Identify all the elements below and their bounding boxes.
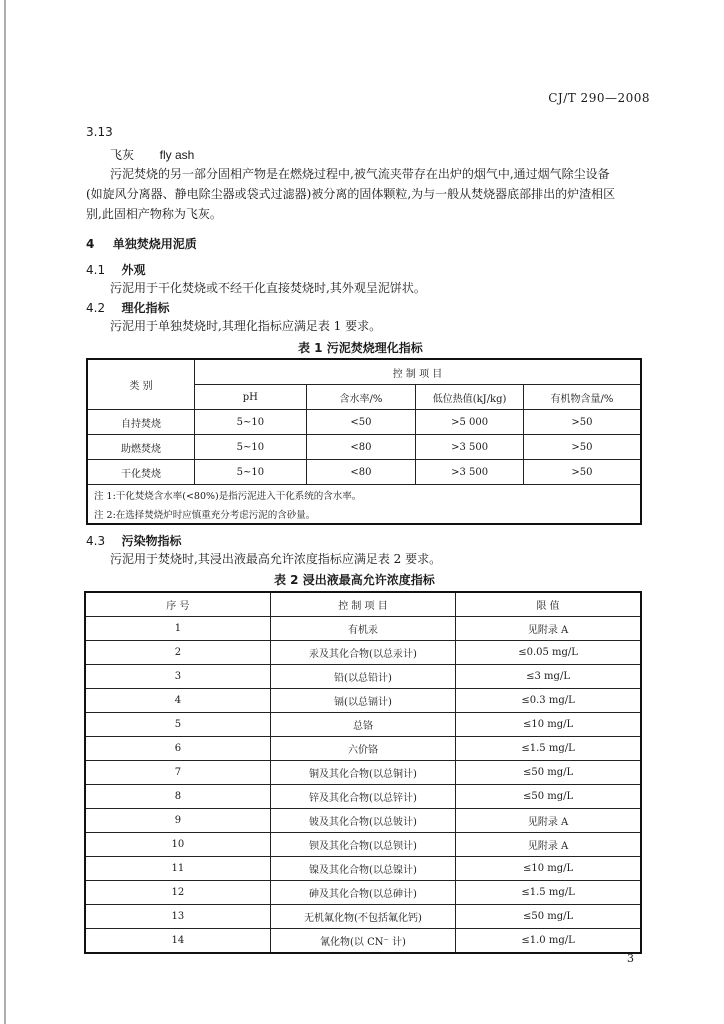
table1-cell: <80	[306, 460, 416, 485]
table2-cell: ≤1.5 mg/L	[456, 881, 641, 905]
table-row	[85, 617, 641, 641]
table2-cell: 砷及其化合物(以总砷计)	[270, 881, 455, 905]
section-title-4-3: 污染物指标	[121, 534, 182, 548]
term-chinese: 飞灰	[110, 148, 135, 162]
table1-physicochemical-indicators	[86, 358, 642, 525]
table2-col-header: 控 制 项 目	[270, 592, 455, 617]
table1-cell: <50	[306, 410, 416, 435]
table2-cell: 氰化物(以 CN⁻ 计)	[270, 929, 455, 954]
section-number-4-2: 4.2	[86, 301, 106, 315]
table1-cell: >3 500	[416, 435, 524, 460]
section-title-4: 单独焚烧用泥质	[112, 237, 197, 251]
table-row	[85, 833, 641, 857]
table-row	[85, 665, 641, 689]
table2-cell: 六价铬	[270, 737, 455, 761]
table1-category-cell: 干化焚烧	[87, 460, 195, 485]
table-row	[85, 689, 641, 713]
table-row	[85, 641, 641, 665]
section-number-4-1: 4.1	[86, 263, 106, 277]
table2-cell: 3	[85, 665, 270, 689]
table2-cell: ≤1.0 mg/L	[456, 929, 641, 954]
table2-cell: 13	[85, 905, 270, 929]
table2-cell: 有机汞	[270, 617, 455, 641]
table2-cell: 10	[85, 833, 270, 857]
table1-cell: >50	[523, 410, 641, 435]
table1-cell: 5~10	[195, 410, 307, 435]
table-row	[85, 761, 641, 785]
table1-cell: 5~10	[195, 460, 307, 485]
table-row	[87, 435, 641, 460]
table2-cell: 4	[85, 689, 270, 713]
table2-cell: 钡及其化合物(以总钡计)	[270, 833, 455, 857]
table1-cell: >3 500	[416, 460, 524, 485]
table2-cell: 14	[85, 929, 270, 954]
table2-caption: 表 2 浸出液最高允许浓度指标	[274, 573, 435, 587]
table1-group-header: 控 制 项 目	[195, 359, 641, 385]
table2-cell: 6	[85, 737, 270, 761]
table1-cell: >5 000	[416, 410, 524, 435]
table2-cell: 铅(以总铅计)	[270, 665, 455, 689]
table1-col-header: pH	[195, 385, 307, 410]
table2-cell: 铍及其化合物(以总铍计)	[270, 809, 455, 833]
table1-cell: >50	[523, 435, 641, 460]
table2-col-header: 限 值	[456, 592, 641, 617]
section-title-4-2: 理化指标	[121, 301, 170, 315]
page-number: 3	[627, 952, 634, 965]
table2-cell: 见附录 A	[456, 809, 641, 833]
table1-caption: 表 1 污泥焚烧理化指标	[298, 341, 423, 355]
definition-line-2: (如旋风分离器、静电除尘器或袋式过滤器)被分离的固体颗粒,为与一般从焚烧器底部排出的炉渣相区	[86, 187, 616, 201]
table2-cell: ≤3 mg/L	[456, 665, 641, 689]
table2-cell: 见附录 A	[456, 617, 641, 641]
section-number-4: 4	[86, 237, 95, 251]
section-heading-4	[86, 236, 197, 252]
section-title-4-1: 外观	[121, 263, 146, 277]
table-row	[85, 713, 641, 737]
section-4-3-text: 污泥用于焚烧时,其浸出液最高允许浓度指标应满足表 2 要求。	[110, 552, 442, 566]
section-4-1-text: 污泥用于干化焚烧或不经干化直接焚烧时,其外观呈泥饼状。	[110, 281, 426, 295]
table-row	[85, 929, 641, 954]
table-row	[85, 785, 641, 809]
table-row	[85, 857, 641, 881]
table1-note-1: 注 1:干化焚烧含水率(<80%)是指污泥进入干化系统的含水率。	[87, 485, 641, 505]
section-4-2-text: 污泥用于单独焚烧时,其理化指标应满足表 1 要求。	[110, 319, 382, 333]
table1-note-2: 注 2:在选择焚烧炉时应慎重充分考虑污泥的含砂量。	[87, 504, 641, 524]
table2-cell: 锌及其化合物(以总锌计)	[270, 785, 455, 809]
table1-category-cell: 自持焚烧	[87, 410, 195, 435]
table2-cell: 无机氟化物(不包括氟化钙)	[270, 905, 455, 929]
section-heading-4-1	[86, 262, 145, 278]
table2-cell: ≤0.3 mg/L	[456, 689, 641, 713]
table2-cell: 1	[85, 617, 270, 641]
table2-cell: 铜及其化合物(以总铜计)	[270, 761, 455, 785]
table1-cell: 5~10	[195, 435, 307, 460]
table2-cell: ≤0.05 mg/L	[456, 641, 641, 665]
table2-leachate-limits	[84, 591, 642, 954]
table2-cell: 见附录 A	[456, 833, 641, 857]
table2-cell: 镉(以总镉计)	[270, 689, 455, 713]
table1-category-header: 类 别	[87, 359, 195, 410]
table2-cell: 12	[85, 881, 270, 905]
table2-cell: ≤50 mg/L	[456, 905, 641, 929]
table2-cell: ≤10 mg/L	[456, 857, 641, 881]
table-row	[85, 881, 641, 905]
section-number-3-13: 3.13	[86, 125, 113, 139]
section-heading-4-2	[86, 300, 169, 316]
table2-cell: ≤50 mg/L	[456, 761, 641, 785]
table-row	[87, 460, 641, 485]
table1-col-header: 含水率/%	[306, 385, 416, 410]
table2-cell: 2	[85, 641, 270, 665]
table-row	[85, 809, 641, 833]
table1-col-header: 低位热值(kJ/kg)	[416, 385, 524, 410]
table2-col-header: 序 号	[85, 592, 270, 617]
table1-cell: >50	[523, 460, 641, 485]
table2-cell: 汞及其化合物(以总汞计)	[270, 641, 455, 665]
table2-cell: 8	[85, 785, 270, 809]
table1-category-cell: 助燃焚烧	[87, 435, 195, 460]
table-row	[85, 737, 641, 761]
table2-cell: ≤1.5 mg/L	[456, 737, 641, 761]
definition-line-3: 别,此固相产物称为飞灰。	[86, 207, 222, 221]
table2-cell: 7	[85, 761, 270, 785]
table-row	[87, 410, 641, 435]
table1-cell: <80	[306, 435, 416, 460]
table-row	[85, 905, 641, 929]
section-heading-4-3	[86, 533, 181, 549]
table2-cell: ≤10 mg/L	[456, 713, 641, 737]
table2-cell: ≤50 mg/L	[456, 785, 641, 809]
binding-edge-line	[4, 0, 6, 1024]
table2-cell: 总铬	[270, 713, 455, 737]
table1-col-header: 有机物含量/%	[523, 385, 641, 410]
definition-line-1: 污泥焚烧的另一部分固相产物是在燃烧过程中,被气流夹带存在出炉的烟气中,通过烟气除尘设备	[110, 167, 610, 181]
table2-cell: 11	[85, 857, 270, 881]
table2-cell: 9	[85, 809, 270, 833]
term-english: fly ash	[159, 148, 195, 162]
section-number-4-3: 4.3	[86, 534, 106, 548]
standard-code: CJ/T 290—2008	[548, 91, 650, 105]
table2-cell: 5	[85, 713, 270, 737]
table2-cell: 镍及其化合物(以总镍计)	[270, 857, 455, 881]
term-line	[110, 147, 194, 163]
